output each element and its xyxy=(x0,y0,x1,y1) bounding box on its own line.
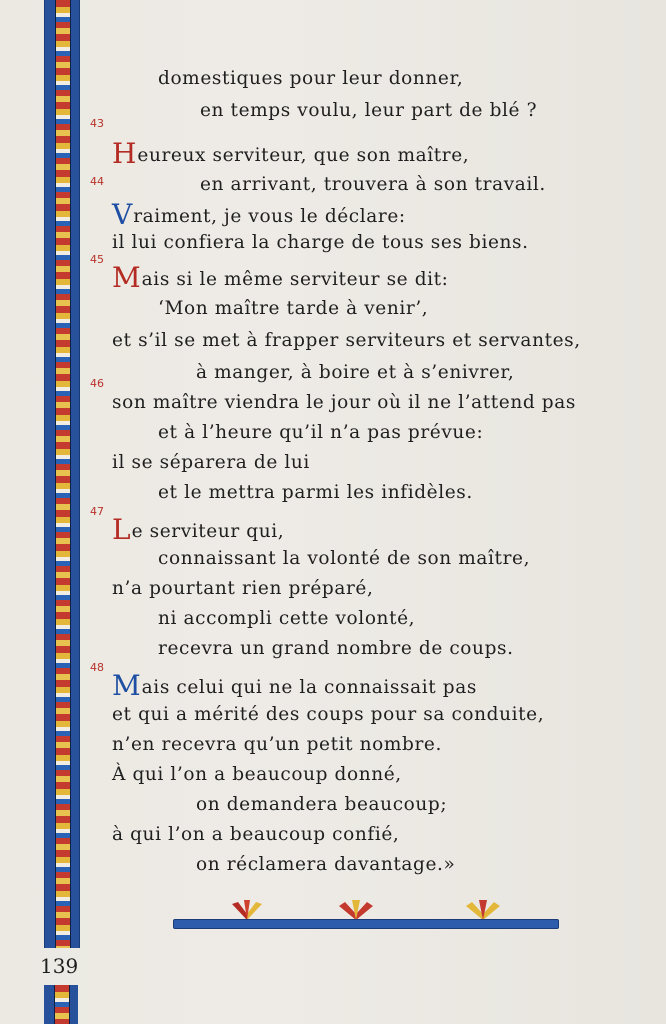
text-line: Mais celui qui ne la connaissait pas xyxy=(112,669,477,702)
text-line: en arrivant, trouvera à son travail. xyxy=(200,174,546,195)
text-line: il lui confiera la charge de tous ses biens. xyxy=(112,232,529,253)
text-line: à qui l’on a beaucoup confié, xyxy=(112,824,400,845)
decorative-border-bottom xyxy=(44,985,78,1024)
text-line: on demandera beaucoup; xyxy=(196,794,448,815)
text-line: À qui l’on a beaucoup donné, xyxy=(112,764,402,785)
text-line: Vraiment, je vous le déclare: xyxy=(112,198,406,231)
text-line: recevra un grand nombre de coups. xyxy=(158,638,514,659)
text-line: Le serviteur qui, xyxy=(112,513,285,546)
drop-initial: M xyxy=(112,669,141,702)
text-line: et à l’heure qu’il n’a pas prévue: xyxy=(158,422,484,443)
drop-initial: V xyxy=(112,198,133,231)
border-pattern-bottom xyxy=(54,985,70,1024)
text-line: et qui a mérité des coups pour sa conduite, xyxy=(112,704,545,725)
text-line: Heureux serviteur, que son maître, xyxy=(112,137,470,170)
verse-number: 48 xyxy=(90,661,104,674)
text-line: ni accompli cette volonté, xyxy=(158,608,416,629)
text-line: en temps voulu, leur part de blé ? xyxy=(200,100,538,121)
verse-number: 47 xyxy=(90,505,104,518)
drop-initial: M xyxy=(112,261,141,294)
text-line: Mais si le même serviteur se dit: xyxy=(112,261,449,294)
verse-number: 46 xyxy=(90,377,104,390)
text-line: et s’il se met à frapper serviteurs et servantes, xyxy=(112,330,581,351)
text-line: à manger, à boire et à s’enivrer, xyxy=(196,362,515,383)
verse-number: 43 xyxy=(90,117,104,130)
text-line: ‘Mon maître tarde à venir’, xyxy=(158,298,429,319)
text-line: son maître viendra le jour où il ne l’attend pas xyxy=(112,392,576,413)
verse-number: 44 xyxy=(90,175,104,188)
text-line: il se séparera de lui xyxy=(112,452,310,473)
text-line: domestiques pour leur donner, xyxy=(158,68,464,89)
ornamental-divider xyxy=(173,919,559,929)
text-line: et le mettra parmi les infidèles. xyxy=(158,482,473,503)
text-line: connaissant la volonté de son maître, xyxy=(158,548,531,569)
border-pattern xyxy=(55,0,71,948)
decorative-border xyxy=(44,0,80,948)
text-line: on réclamera davantage.» xyxy=(196,854,456,875)
text-line: n’a pourtant rien préparé, xyxy=(112,578,374,599)
drop-initial: H xyxy=(112,137,137,170)
page-number: 139 xyxy=(40,954,79,978)
drop-initial: L xyxy=(112,513,131,546)
text-line: n’en recevra qu’un petit nombre. xyxy=(112,734,442,755)
verse-number: 45 xyxy=(90,253,104,266)
